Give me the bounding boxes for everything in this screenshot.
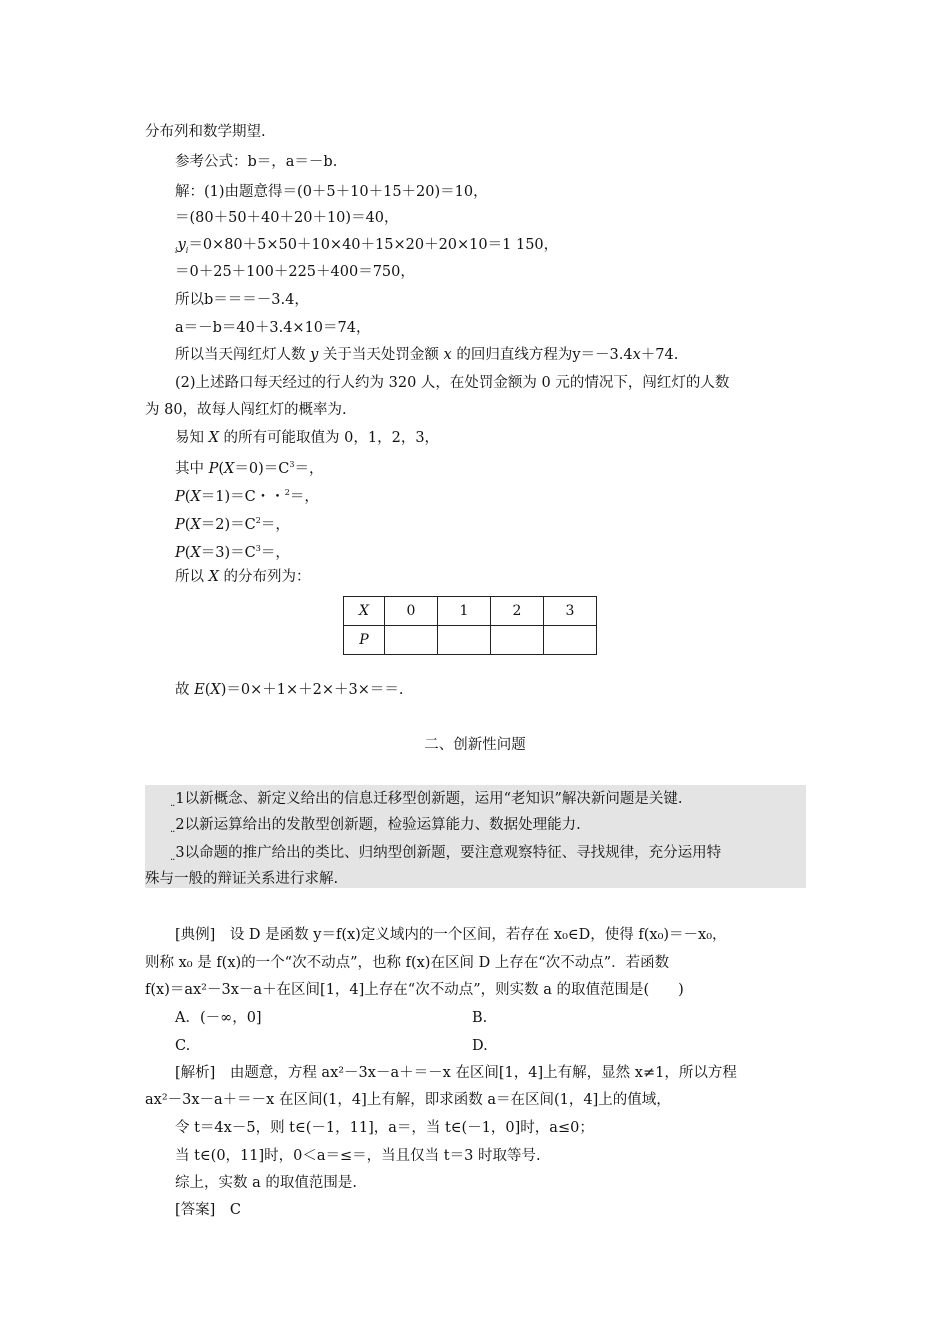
text-line: 分布列和数学期望. — [145, 124, 266, 140]
text: ( — [184, 516, 191, 533]
text: ＝， — [260, 544, 290, 561]
distribution-table — [343, 596, 597, 655]
text: ( — [184, 488, 191, 505]
table-cell: 0 — [385, 597, 438, 626]
table-cell: 1 — [438, 597, 491, 626]
variable: x — [443, 347, 452, 363]
text: ＝， — [294, 460, 324, 477]
option-d: D. — [472, 1038, 488, 1054]
analysis-text: [解析] 由题意，方程 ax²－3x－a＋＝－x 在区间[1，4]上有解，显然 x≠1，所以方程 — [175, 1065, 737, 1081]
section-title: 二、创新性问题 — [424, 737, 526, 753]
text: ( — [218, 460, 225, 477]
variable: y — [177, 237, 186, 253]
variable: P — [175, 516, 185, 533]
bullet-dots: .. — [170, 798, 175, 809]
text-line — [175, 680, 403, 700]
text: ( — [184, 544, 191, 561]
text: ＝， — [260, 516, 290, 533]
table-row — [344, 626, 597, 655]
text: 所以当天闯红灯人数 — [175, 347, 311, 363]
text: ( — [204, 682, 211, 698]
superscript: 2 — [255, 516, 261, 525]
table-cell — [491, 626, 544, 655]
variable: E — [194, 682, 205, 698]
text: ＝1)＝C・・ — [200, 488, 285, 505]
analysis-text: 综上，实数 a 的取值范围是. — [175, 1175, 357, 1191]
superscript: 3 — [289, 460, 295, 469]
text: ＝3)＝C — [200, 544, 256, 561]
note-item — [170, 843, 721, 868]
text: ＝2)＝C — [200, 516, 256, 533]
text-line — [175, 511, 290, 535]
text: 其中 — [175, 460, 209, 477]
variable: X — [190, 488, 201, 505]
text-line: (2)上述路口每天经过的行人约为 320 人，在处罚金额为 0 元的情况下，闯红灯的人数 — [175, 375, 730, 391]
table-cell: P — [344, 626, 385, 655]
text-line — [175, 539, 290, 563]
text-line — [175, 345, 678, 365]
variable: X — [208, 430, 219, 446]
note-item — [170, 789, 683, 814]
text-line: a＝－b＝40＋3.4×10＝74， — [175, 320, 371, 336]
note-text: 1以新概念、新定义给出的信息迁移型创新题，运用“老知识”解决新问题是关键. — [175, 791, 683, 807]
bullet-dots: .. — [170, 824, 175, 835]
text: 关于当天处罚金额 — [318, 347, 444, 363]
variable: X — [190, 544, 201, 561]
option-c: C. — [175, 1038, 191, 1054]
text-line: 所以b＝＝＝－3.4， — [175, 292, 309, 308]
text-line: 解：(1)由题意得＝(0＋5＋10＋15＋20)＝10， — [175, 184, 488, 200]
variable: y — [310, 347, 319, 363]
text-line — [175, 235, 558, 261]
example-text: f(x)＝ax²－3x－a＋在区间[1，4]上存在“次不动点”，则实数 a 的取值范围是( ) — [145, 982, 684, 998]
text-line — [175, 483, 319, 507]
subscript: i — [175, 245, 178, 255]
text: 的回归直线方程为y＝－3.4 — [451, 347, 633, 363]
analysis-text: ax²－3x－a＋＝－x 在区间(1，4]上有解，即求函数 a＝在区间(1，4]上的值域， — [145, 1092, 671, 1108]
variable: P — [175, 488, 185, 505]
variable: x — [632, 347, 641, 363]
note-item — [170, 815, 581, 840]
formula-reference: 参考公式：b＝，a＝－b. — [175, 154, 338, 170]
table-cell — [544, 626, 597, 655]
text-line: 为 80，故每人闯红灯的概率为. — [145, 402, 347, 418]
note-text: 2以新运算给出的发散型创新题，检验运算能力、数据处理能力. — [175, 817, 581, 833]
analysis-text: 当 t∈(0，11]时，0＜a＝≤＝，当且仅当 t＝3 时取等号. — [175, 1148, 541, 1164]
text: 故 — [175, 682, 195, 698]
text: )＝0×＋1×＋2×＋3×＝＝. — [220, 682, 404, 698]
variable: P — [175, 544, 185, 561]
text-line — [175, 455, 323, 479]
table-cell: 2 — [491, 597, 544, 626]
table-cell: X — [344, 597, 385, 626]
text: 所以 — [175, 569, 209, 585]
variable: P — [208, 460, 219, 477]
variable: X — [190, 516, 201, 533]
variable: X — [208, 569, 219, 585]
note-text: 3以命题的推广给出的类比、归纳型创新题，要注意观察特征、寻找规律，充分运用特 — [175, 845, 722, 861]
text: 的分布列为： — [218, 569, 311, 585]
variable: X — [224, 460, 235, 477]
analysis-text: 令 t＝4x－5，则 t∈(－1，11]，a＝，当 t∈(－1，0]时，a≤0； — [175, 1120, 594, 1136]
table-cell — [438, 626, 491, 655]
text: 易知 — [175, 430, 209, 446]
table-cell — [385, 626, 438, 655]
table-cell: 3 — [544, 597, 597, 626]
text: ＝0)＝C — [234, 460, 290, 477]
table-row — [344, 597, 597, 626]
option-a: A．(－∞，0] — [175, 1010, 262, 1026]
superscript: 2 — [284, 488, 290, 497]
text: 的所有可能取值为 0，1，2，3， — [218, 430, 440, 446]
note-text: 殊与一般的辩证关系进行求解. — [145, 871, 339, 887]
bullet-dots: .. — [170, 852, 175, 863]
variable: X — [210, 682, 221, 698]
text: ＋74. — [640, 347, 679, 363]
text-line: ＝(80＋50＋40＋20＋10)＝40， — [175, 210, 399, 226]
answer-text: [答案] C — [175, 1202, 241, 1218]
superscript: 3 — [255, 544, 261, 553]
text-line: ＝0＋25＋100＋225＋400＝750， — [175, 264, 415, 280]
text: ＝， — [289, 488, 319, 505]
subscript: i — [185, 245, 189, 255]
option-b: B. — [472, 1010, 488, 1026]
example-text: [典例] 设 D 是函数 y＝f(x)定义域内的一个区间，若存在 x₀∈D，使得 f(x₀)＝－x₀， — [175, 927, 727, 943]
example-text: 则称 x₀ 是 f(x)的一个“次不动点”，也称 f(x)在区间 D 上存在“次不动点”．若函数 — [145, 955, 670, 971]
text-line — [175, 567, 311, 587]
text: ＝0×80＋5×50＋10×40＋15×20＋20×10＝1 150， — [188, 237, 559, 253]
text-line — [175, 428, 439, 448]
